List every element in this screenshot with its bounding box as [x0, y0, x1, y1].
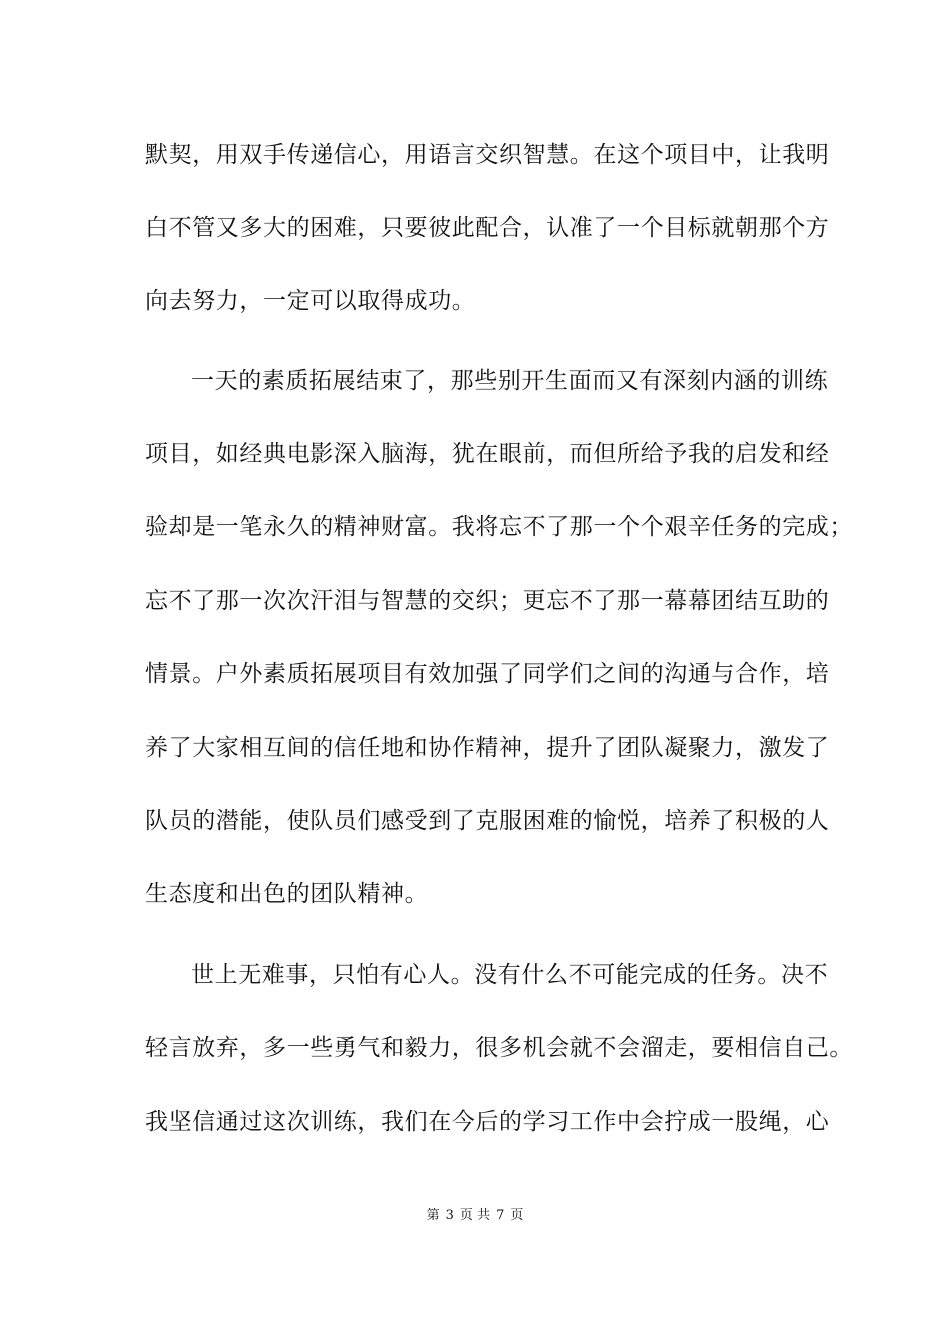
- text-line: 养了大家相互间的信任地和协作精神，提升了团队凝聚力，激发了: [145, 735, 830, 761]
- text-line: 我坚信通过这次训练，我们在今后的学习工作中会拧成一股绳，心: [145, 1109, 830, 1135]
- paragraph-start-line: 一天的素质拓展结束了，那些别开生面而又有深刻内涵的训练: [191, 368, 829, 394]
- text-line: 默契，用双手传递信心，用语言交织智慧。在这个项目中，让我明: [145, 142, 830, 168]
- text-line: 验却是一笔永久的精神财富。我将忘不了那一个个艰辛任务的完成；: [145, 514, 853, 540]
- text-line: 白不管又多大的困难，只要彼此配合，认准了一个目标就朝那个方: [145, 215, 830, 241]
- text-line: 队员的潜能，使队员们感受到了克服困难的愉悦，培养了积极的人: [145, 808, 830, 834]
- text-line: 项目，如经典电影深入脑海，犹在眼前，而但所给予我的启发和经: [145, 441, 830, 467]
- text-line: 向去努力，一定可以取得成功。: [145, 288, 476, 314]
- footer-middle: 页 共: [459, 1208, 491, 1223]
- paragraph-start-line: 世上无难事，只怕有心人。没有什么不可能完成的任务。决不: [191, 962, 829, 988]
- footer-prefix: 第: [426, 1208, 440, 1223]
- text-line: 情景。户外素质拓展项目有效加强了同学们之间的沟通与合作，培: [145, 661, 830, 687]
- page-footer: [0, 1207, 950, 1225]
- text-line: 忘不了那一次次汗泪与智慧的交织；更忘不了那一幕幕团结互助的: [145, 588, 830, 614]
- current-page-number: 3: [445, 1208, 454, 1223]
- text-line: 轻言放弃，多一些勇气和毅力，很多机会就不会溜走，要相信自己。: [145, 1035, 853, 1061]
- total-page-number: 7: [496, 1208, 505, 1223]
- footer-suffix: 页: [510, 1208, 524, 1223]
- text-line: 生态度和出色的团队精神。: [145, 881, 429, 907]
